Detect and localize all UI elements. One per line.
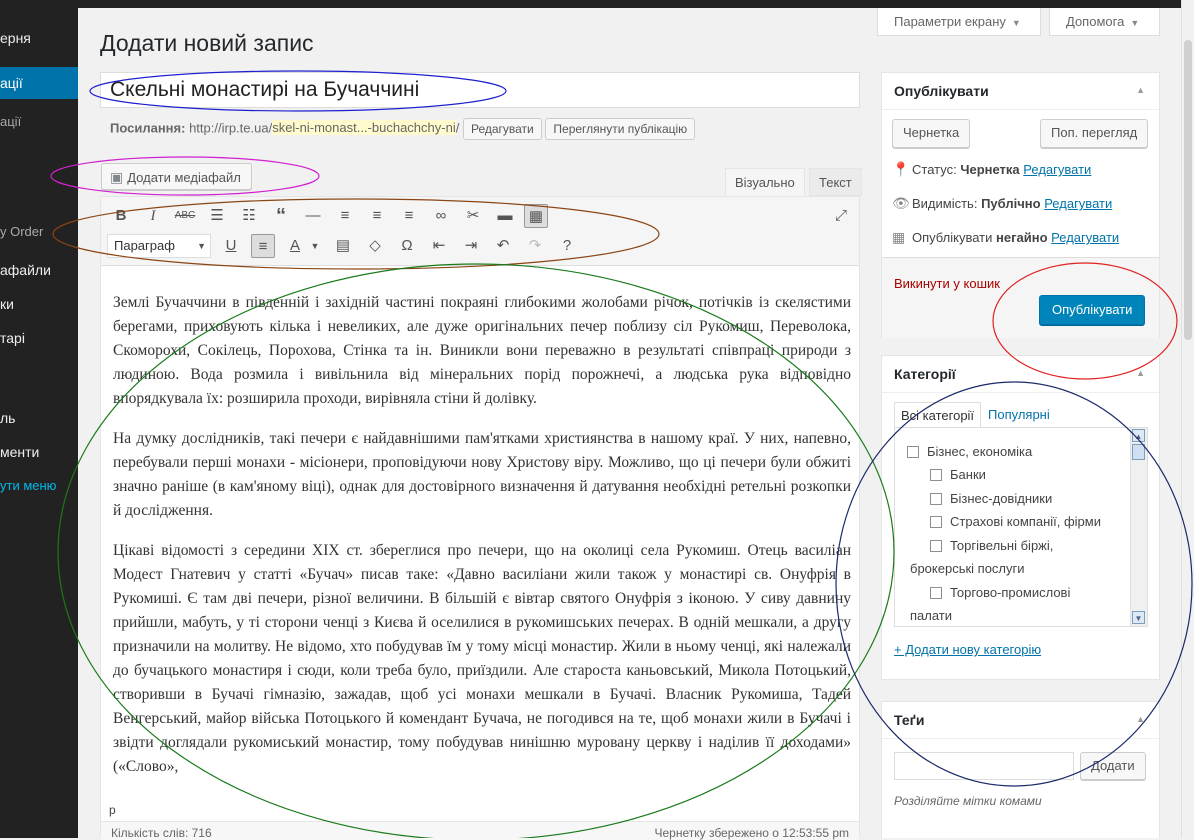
checkbox[interactable] <box>930 587 942 599</box>
add-media-button[interactable] <box>101 163 252 190</box>
trash-link[interactable]: Викинути у кошик <box>894 276 1000 291</box>
autosave-status: Чернетку збережено о 12:53:55 pm <box>654 826 849 840</box>
page-scroll-thumb[interactable] <box>1184 40 1192 340</box>
tags-box-title: Теґи <box>882 702 1159 739</box>
checkbox[interactable] <box>930 516 942 528</box>
admin-menu-item-posts[interactable]: ації <box>0 67 78 99</box>
active-menu-arrow <box>70 76 78 92</box>
visibility-edit-link[interactable]: Редагувати <box>1044 196 1113 211</box>
category-scrollbar[interactable] <box>1130 428 1147 626</box>
category-label: Банки <box>950 467 986 482</box>
permalink-label: Посилання: <box>110 120 186 136</box>
visibility-value: Публічно <box>981 196 1041 211</box>
admin-menu-item-tools[interactable]: менти <box>0 444 40 460</box>
special-character-icon[interactable]: Ω <box>401 237 413 254</box>
triangle-up-icon[interactable]: ▲ <box>1136 714 1145 724</box>
save-draft-button[interactable]: Чернетка <box>892 119 970 148</box>
tab-text[interactable]: Текст <box>809 168 862 196</box>
tab-visual[interactable]: Візуально <box>725 168 805 196</box>
categories-box <box>881 355 1160 680</box>
triangle-up-icon[interactable]: ▲ <box>1136 85 1145 95</box>
list-item[interactable] <box>930 585 1070 600</box>
format-select[interactable] <box>107 234 211 258</box>
fullscreen-icon[interactable]: ⤢ <box>834 207 847 224</box>
post-title-input[interactable]: Скельні монастирі на Бучаччині <box>100 72 860 108</box>
text-color-icon[interactable]: A <box>289 237 300 254</box>
indent-icon[interactable]: ⇥ <box>464 237 478 254</box>
add-tag-button[interactable]: Додати <box>1080 752 1146 780</box>
category-checklist <box>894 427 1148 627</box>
status-value: Чернетка <box>960 162 1020 177</box>
align-right-icon[interactable]: ≡ <box>404 207 414 224</box>
view-post-button[interactable]: Переглянути публікацію <box>545 118 695 140</box>
content-paragraph: Землі Бучаччини в південній і західній частині покраяні глибокими жолобами річок, потічків із скелястими берегами, приховують кілька і невеликих, але дуже оригінальних печер поблизу сіл Рукомиш, Переволока, Скоморохи, Сокілець, Порохова, Стінка та ін. Виникли вони переважно в результаті співпраці природи з людиною. Вода розмила і вивільнила від мінеральних порід порожнечі, а людська рука відповідно впорядкувала їх: розширила проходи, вирівняла стіни й долівку. <box>113 294 851 407</box>
permalink-slug[interactable]: skel-ni-monast...-buchachchy-ni <box>272 120 456 136</box>
admin-menu-item-order[interactable]: y Order <box>0 224 44 239</box>
clear-formatting-icon[interactable]: ◇ <box>369 237 381 254</box>
permalink <box>110 118 695 140</box>
list-item[interactable] <box>930 491 1052 506</box>
checkbox[interactable] <box>930 469 942 481</box>
add-category-link[interactable]: + Додати нову категорію <box>894 642 1042 657</box>
status-edit-link[interactable]: Редагувати <box>1023 162 1092 177</box>
editor-statusbar <box>101 821 859 840</box>
undo-icon[interactable]: ↶ <box>496 237 510 254</box>
triangle-up-icon[interactable]: ▲ <box>1136 368 1145 378</box>
format-select-value: Параграф <box>114 238 175 253</box>
schedule-edit-link[interactable]: Редагувати <box>1051 230 1120 245</box>
editor-content[interactable] <box>113 291 851 795</box>
checkbox[interactable] <box>930 540 942 552</box>
post-visibility <box>892 195 1112 212</box>
blockquote-icon[interactable]: “ <box>276 205 286 227</box>
publish-box <box>881 72 1160 338</box>
post-status <box>892 161 1091 178</box>
underline-icon[interactable]: U <box>225 237 237 254</box>
eye-icon: 👁 <box>892 195 910 211</box>
permalink-base: http://irp.te.ua/ <box>189 120 273 136</box>
tags-box <box>881 701 1160 838</box>
list-item[interactable] <box>930 467 986 482</box>
page-scrollbar[interactable] <box>1181 0 1194 838</box>
list-item-continuation: палати <box>910 608 953 623</box>
editor <box>100 196 860 838</box>
list-item[interactable] <box>907 444 1032 459</box>
align-left-icon[interactable]: ≡ <box>340 207 350 224</box>
scroll-up-icon[interactable]: ▲ <box>1132 429 1145 442</box>
category-label: Страхові компанії, фірми <box>950 514 1101 529</box>
editor-toolbar <box>101 197 859 266</box>
read-more-icon[interactable]: ▬ <box>497 207 513 224</box>
publish-when-value: негайно <box>996 230 1048 245</box>
toolbar-toggle-icon[interactable]: ▦ <box>524 204 548 228</box>
category-label: Торгово-промислові <box>950 585 1071 600</box>
triangle-down-icon: ▼ <box>1130 18 1140 28</box>
bold-icon[interactable]: B <box>115 207 127 224</box>
publish-button[interactable]: Опублікувати <box>1039 295 1145 325</box>
tags-input[interactable] <box>894 752 1074 780</box>
publish-box-title: Опублікувати <box>882 73 1159 110</box>
justify-icon[interactable]: ≡ <box>251 234 275 258</box>
triangle-down-icon: ▼ <box>1011 18 1021 28</box>
post-schedule <box>892 229 1119 246</box>
help-icon[interactable]: ? <box>562 237 572 254</box>
paste-text-icon[interactable]: ▤ <box>335 237 351 254</box>
pin-icon: 📍 <box>892 161 910 177</box>
admin-menu-item-pages[interactable]: ки <box>0 296 14 312</box>
help-label: Допомога <box>1066 14 1125 29</box>
admin-menu-item-comments[interactable]: тарі <box>0 330 25 346</box>
triangle-down-icon: ▼ <box>197 241 206 251</box>
list-item[interactable] <box>930 514 1101 529</box>
admin-menu-item-media[interactable]: афайли <box>0 262 51 278</box>
media-icon: ▣ <box>110 169 124 185</box>
tab-popular-categories[interactable]: Популярні <box>988 407 1050 422</box>
scroll-thumb[interactable] <box>1132 444 1145 460</box>
horizontal-line-icon[interactable]: — <box>305 207 321 224</box>
italic-icon[interactable]: I <box>150 208 156 224</box>
tab-all-categories[interactable]: Всі категорії <box>894 402 981 428</box>
unlink-icon[interactable]: ✂ <box>466 207 480 224</box>
preview-button[interactable]: Поп. перегляд <box>1040 119 1148 148</box>
admin-menu-item-console[interactable]: ерня <box>0 30 31 46</box>
checkbox[interactable] <box>930 493 942 505</box>
list-item-continuation: брокерські послуги <box>910 561 1025 576</box>
calendar-icon: ▦ <box>892 229 906 245</box>
link-icon[interactable]: ∞ <box>435 207 447 224</box>
text-color-dropdown-icon[interactable]: ▼ <box>310 241 320 251</box>
admin-menu-item-profile[interactable]: ль <box>0 410 16 426</box>
category-label: Бізнес-довідники <box>950 491 1053 506</box>
publish-actions <box>882 257 1159 338</box>
bullet-list-icon[interactable]: ☰ <box>210 207 224 224</box>
tags-hint: Розділяйте мітки комами <box>894 794 1042 808</box>
element-path: p <box>109 803 116 817</box>
content-paragraph: На думку дослідників, такі печери є найдавнішими пам'ятками християнства в нашому краї. У них, напевно, перебували перші монахи - місіонери, проповідуючи нову Христову віру. Можливо, що ці печери були обжиті значно раніше (в кам'яному віці), однак для достовірного визначення й датування необхідні ретельні розкопки й дослідження. <box>113 430 851 519</box>
numbered-list-icon[interactable]: ☷ <box>242 207 256 224</box>
publish-when-label: Опублікувати <box>912 230 993 245</box>
screen-options-label: Параметри екрану <box>894 14 1006 29</box>
permalink-edit-button[interactable]: Редагувати <box>463 118 542 140</box>
admin-bar <box>78 0 1194 8</box>
status-label: Статус: <box>912 162 957 177</box>
admin-menu-collapse[interactable]: ути меню <box>0 478 57 493</box>
align-center-icon[interactable]: ≡ <box>372 207 382 224</box>
page-title: Додати новий запис <box>100 30 314 56</box>
help-button[interactable] <box>1049 8 1160 36</box>
add-media-label: Додати медіафайл <box>127 170 241 185</box>
visibility-label: Видимість: <box>912 196 978 211</box>
list-item[interactable] <box>930 538 1053 553</box>
checkbox[interactable] <box>907 446 919 458</box>
categories-box-title: Категорії <box>882 356 1159 393</box>
screen-options-button[interactable] <box>877 8 1041 36</box>
category-label: Бізнес, економіка <box>927 444 1033 459</box>
admin-menu-subitem-posts[interactable]: ації <box>0 114 22 129</box>
content-paragraph: Цікаві відомості з середини XIX ст. збереглися про печери, що на околиці села Рукомиш. Отець василіан Модест Гнатевич у статті «Бучач» писав таке: «Давно василіани жили також у монастирі св. Онуфрія в Рукомиші. Є там дві печери, різної величини. В більшій є вівтар святого Онуфрія з іконою. У сиву давнину прийшли, мабуть, у ті сторони ченці з Києва й оселилися в рукомишських печерах. В одній мешкали, а другу призначили на молитву. Не відомо, хто побудував їм у тому місці монастир. Жили в ньому ченці, які належали до бучацького монастиря і сюди, коли треба було, приїздили. Але староста каньовський, Микола Потоцький, створивши в Бучачі гімназію, зажадав, щоб усі монахи мешкали в Бучачі. Власник Рукомиша, Тадей Венгерський, майор війська Потоцького й комендант Бучача, не погодився на те, щоб монахи жили в Бучачі і звідти доглядали рукомиський монастир, тому побудував нинішню муровану церкву і наділив її доходами» («Слово», <box>113 542 851 775</box>
redo-icon[interactable]: ↷ <box>528 237 542 254</box>
admin-menu <box>0 0 78 838</box>
permalink-end: / <box>455 120 460 136</box>
strikethrough-icon[interactable]: ABC <box>174 210 196 221</box>
scroll-down-icon[interactable]: ▼ <box>1132 611 1145 624</box>
outdent-icon[interactable]: ⇤ <box>432 237 446 254</box>
word-count: Кількість слів: 716 <box>111 826 212 840</box>
category-label: Торгівельні біржі, <box>950 538 1054 553</box>
